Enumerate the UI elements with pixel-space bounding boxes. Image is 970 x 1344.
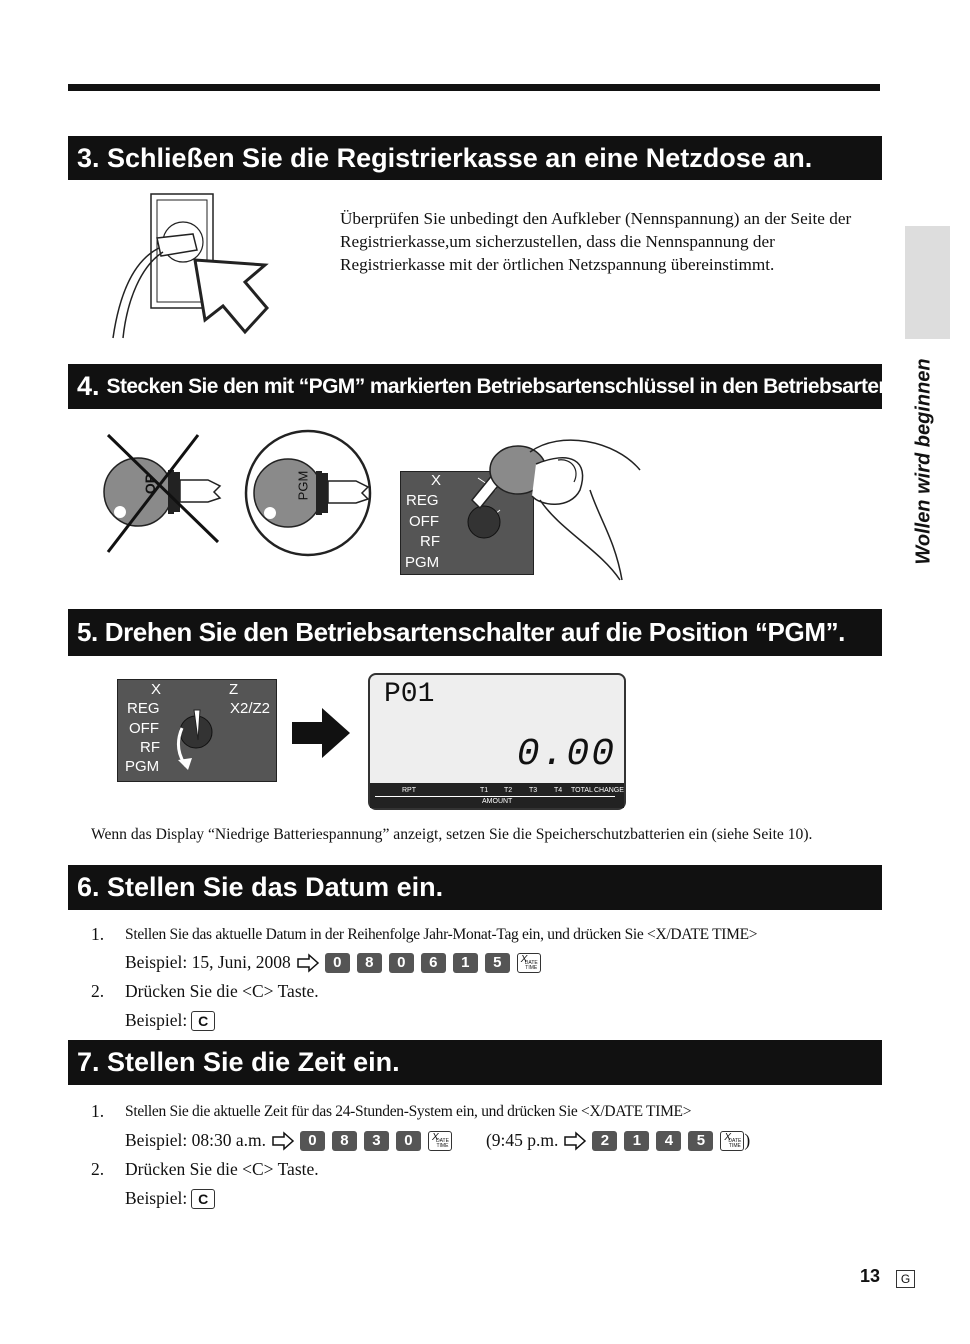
section-3-heading: 3. Schließen Sie die Registrierkasse an eine Netzdose an. (68, 136, 882, 180)
switch5-label-x: X (151, 681, 162, 698)
s7-step2-text: Drücken Sie die <C> Taste. (125, 1159, 319, 1179)
key-8: 8 (332, 1131, 357, 1151)
indicator-t1: T1 (480, 787, 489, 794)
s6-step1-text: Stellen Sie das aktuelle Datum in der Reihenfolge Jahr-Monat-Tag ein, und drücken Sie <X/DATE TIME> (125, 925, 758, 943)
indicator-amount: AMOUNT (482, 798, 513, 805)
section-4-heading (68, 364, 970, 409)
switch5-label-off: OFF (129, 720, 159, 737)
battery-note: Wenn das Display “Niedrige Batteriespannung” anzeigt, setzen Sie die Speicherschutzbatterien ein (siehe Seite 10). (91, 826, 813, 843)
s7-example1-text: Beispiel: 08:30 a.m. (125, 1130, 266, 1150)
key-5: 5 (688, 1131, 713, 1151)
indicator-change: CHANGE (594, 787, 624, 794)
switch5-label-rf: RF (140, 739, 160, 756)
s6-step2-num: 2. (91, 981, 105, 1001)
chapter-tab-label (914, 345, 934, 585)
key-0: 0 (300, 1131, 325, 1151)
display-indicator-bar (370, 783, 624, 808)
power-outlet-illustration (105, 190, 275, 340)
mode-switch-pgm-panel (117, 679, 277, 782)
s7-step1 (91, 1101, 691, 1122)
s6-step1-num: 1. (91, 924, 105, 944)
s6-example2 (125, 1010, 215, 1031)
s7-example1 (125, 1130, 750, 1151)
switch5-label-x2z2: X2/Z2 (230, 700, 271, 717)
key-x-date-time: X DATE TIME (517, 953, 541, 973)
key-5: 5 (485, 953, 510, 973)
switch5-label-z: Z (229, 681, 239, 698)
switch-label-rf: RF (420, 533, 440, 550)
display-amount-value: 0.00 (516, 733, 616, 776)
s7-step1-num: 1. (91, 1101, 105, 1121)
indicator-t4: T4 (554, 787, 563, 794)
indicator-divider (375, 796, 615, 797)
s7-example2-text: Beispiel: (125, 1188, 188, 1208)
s7-example2 (125, 1188, 215, 1209)
key-6: 6 (421, 953, 446, 973)
switch-label-off: OFF (409, 513, 439, 530)
display-program-code: P01 (384, 679, 435, 710)
section-4-number: 4. (77, 371, 100, 401)
switch-label-reg: REG (406, 492, 439, 509)
input-arrow-icon (272, 1132, 294, 1150)
s7-step1-text: Stellen Sie die aktuelle Zeit für das 24-Stunden-System ein, und drücken Sie <X/DATE TIME> (125, 1102, 692, 1120)
key-0: 0 (396, 1131, 421, 1151)
indicator-t3: T3 (529, 787, 538, 794)
pgm-key-label: PGM (295, 470, 311, 501)
page-number: 13 (860, 1266, 881, 1286)
section-3-text: Überprüfen Sie unbedingt den Aufkleber (Nennspannung) an der Seite der Registrierkasse,um sicherzustellen, dass die Nennspannung der Registrierkasse mit der örtlichen Netzspannung übereinstimmt. (340, 209, 852, 274)
top-rule (68, 84, 880, 91)
key-0: 0 (325, 953, 350, 973)
indicator-rpt: RPT (402, 787, 416, 794)
s7-close-paren: ) (744, 1130, 751, 1150)
right-arrow-icon (292, 708, 352, 758)
switch-dial-icon (168, 700, 228, 770)
key-c: C (191, 1189, 215, 1209)
input-arrow-icon (297, 954, 319, 972)
s6-step2 (91, 981, 319, 1002)
key-x-date-time: X DATE TIME (428, 1131, 452, 1151)
key-8: 8 (357, 953, 382, 973)
key-c: C (191, 1011, 215, 1031)
switch5-label-reg: REG (127, 700, 160, 717)
chapter-tab-text: Wollen wird beginnen (912, 358, 935, 565)
section-5-heading: 5. Drehen Sie den Betriebsartenschalter auf die Position “PGM”. (68, 609, 882, 656)
switch-label-x: X (431, 472, 442, 489)
s7-step2-num: 2. (91, 1159, 105, 1179)
section-7-heading: 7. Stellen Sie die Zeit ein. (68, 1040, 882, 1085)
cash-register-display (368, 673, 626, 810)
key-2: 2 (592, 1131, 617, 1151)
key-0: 0 (389, 953, 414, 973)
section-6-heading: 6. Stellen Sie das Datum ein. (68, 865, 882, 910)
s6-step2-text: Drücken Sie die <C> Taste. (125, 981, 319, 1001)
op-key-crossed-illustration (98, 430, 228, 555)
chapter-tab-marker (905, 226, 950, 339)
page-language-badge: G (896, 1270, 915, 1288)
s6-example1 (125, 952, 541, 973)
key-1: 1 (453, 953, 478, 973)
s7-example-pm-text: (9:45 p.m. (485, 1130, 559, 1150)
s6-example2-text: Beispiel: (125, 1010, 188, 1030)
section-4-title: Stecken Sie den mit “PGM” markierten Betriebsartenschlüssel in den Betriebsartenschalter. (106, 374, 970, 398)
input-arrow-icon (564, 1132, 586, 1150)
op-key-label: OP (142, 473, 159, 495)
indicator-t2: T2 (504, 787, 513, 794)
s7-step2 (91, 1159, 319, 1180)
s6-step1 (91, 924, 757, 945)
key-4: 4 (656, 1131, 681, 1151)
hand-inserting-key-illustration (440, 430, 630, 585)
switch5-label-pgm: PGM (125, 758, 160, 775)
key-3: 3 (364, 1131, 389, 1151)
key-1: 1 (624, 1131, 649, 1151)
switch-label-pgm: PGM (405, 554, 440, 571)
s6-example1-text: Beispiel: 15, Juni, 2008 (125, 952, 291, 972)
key-x-date-time: X DATE TIME (720, 1131, 744, 1151)
indicator-total: TOTAL (571, 787, 593, 794)
